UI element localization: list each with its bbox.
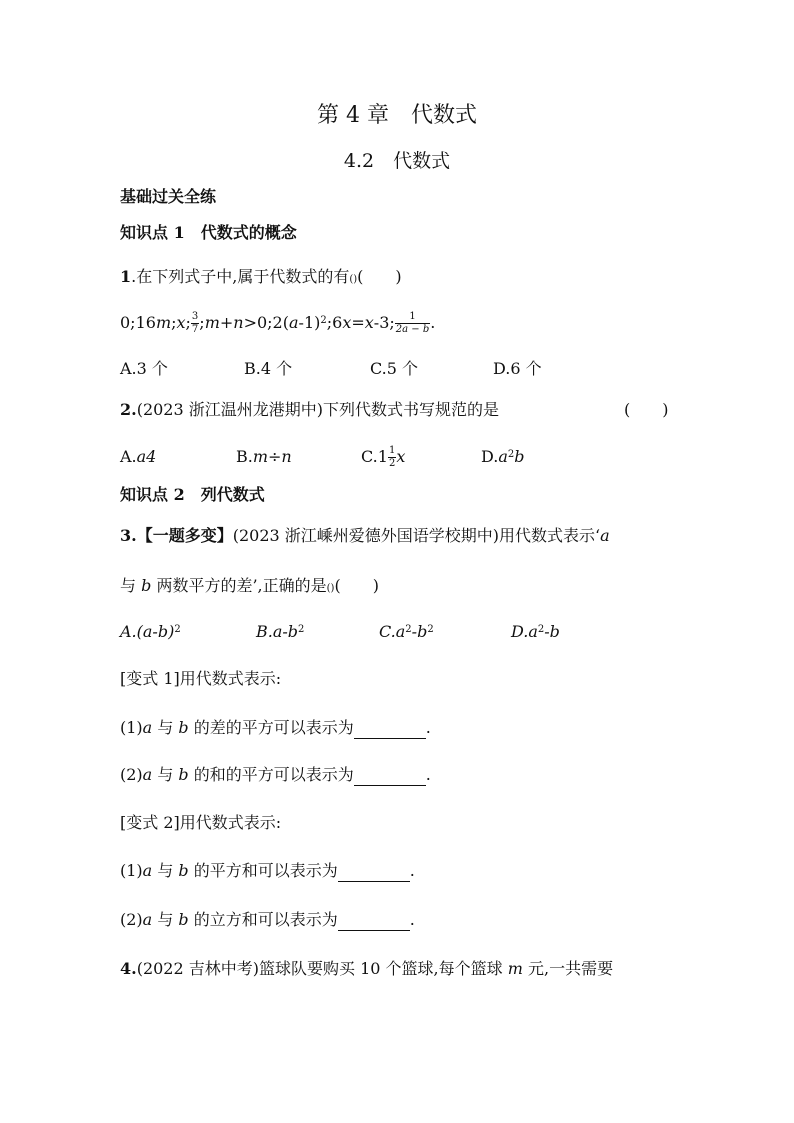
question-1-number: 1 bbox=[120, 267, 132, 286]
variant-1-item-1: (1)a 与 b 的差的平方可以表示为 . bbox=[120, 718, 431, 737]
variant-1-title: [变式 1]用代数式表示: bbox=[120, 669, 282, 688]
question-1-stem: 1.在下列式子中,属于代数式的有()( ) bbox=[120, 267, 402, 286]
q3-option-b[interactable]: $B.a-b^2$ bbox=[256, 622, 305, 641]
variant-2-title: [变式 2]用代数式表示: bbox=[120, 813, 282, 832]
question-4-stem: 4.(2022 吉林中考)篮球队要购买 10 个篮球,每个篮球 m 元,一共需要 bbox=[120, 959, 614, 978]
section-title: 4.2 代数式 bbox=[343, 150, 451, 172]
knowledge-point-1: 知识点 1 代数式的概念 bbox=[120, 223, 297, 242]
q3-option-a[interactable]: $A.(a-b)^2$ bbox=[120, 622, 181, 641]
q3-option-d[interactable]: $D.a^2-b$ bbox=[511, 622, 560, 641]
knowledge-point-2: 知识点 2 列代数式 bbox=[120, 485, 265, 504]
q3-option-c[interactable]: $C.a^2-b^2$ bbox=[379, 622, 434, 641]
q2-option-a[interactable]: A.a4 bbox=[120, 447, 157, 466]
answer-blank[interactable] bbox=[338, 865, 410, 882]
q2-option-c[interactable]: C.1 $\frac{1}{2}$ x bbox=[361, 445, 406, 469]
question-3-stem-line1: 3.【一题多变】(2023 浙江嵊州爱德外国语学校期中)用代数式表示‘a bbox=[120, 526, 610, 545]
question-3-number: 3. bbox=[120, 526, 137, 545]
question-3-stem-line2: 与 b 两数平方的差’,正确的是()( ) bbox=[120, 576, 379, 595]
fraction-1-over-2a-b: $\frac{1}{2a - b}$ bbox=[395, 311, 430, 335]
question-2-number: 2. bbox=[120, 400, 137, 419]
question-4-number: 4. bbox=[120, 959, 137, 978]
q2-option-b[interactable]: B.m÷n bbox=[236, 447, 292, 466]
question-2-answer-paren: ( ) bbox=[624, 400, 669, 419]
question-1-expressions: 0;16m;x; $\frac{3}{7}$ $;m+n>0;2(a-1)^2;6x=x-3$; $\frac{1}{2a - b}$ . bbox=[120, 311, 436, 335]
variant-1-item-2: (2)a 与 b 的和的平方可以表示为 . bbox=[120, 765, 431, 784]
q2-option-d[interactable]: $D.a^2b$ bbox=[481, 447, 525, 466]
variant-2-item-1: (1)a 与 b 的平方和可以表示为 . bbox=[120, 861, 415, 880]
q1-option-a[interactable]: A.3 个 bbox=[120, 359, 168, 378]
q1-option-b[interactable]: B.4 个 bbox=[244, 359, 293, 378]
chapter-title: 第 4 章 代数式 bbox=[317, 103, 477, 128]
answer-blank[interactable] bbox=[338, 914, 410, 931]
question-2-stem: 2.(2023 浙江温州龙港期中)下列代数式书写规范的是 bbox=[120, 400, 499, 419]
fraction-3-7: $\frac{3}{7}$ bbox=[191, 311, 199, 335]
q1-option-d[interactable]: D.6 个 bbox=[493, 359, 542, 378]
part-heading: 基础过关全练 bbox=[120, 187, 217, 206]
answer-blank[interactable] bbox=[354, 769, 426, 786]
variant-2-item-2: (2)a 与 b 的立方和可以表示为 . bbox=[120, 910, 415, 929]
answer-blank[interactable] bbox=[354, 722, 426, 739]
fraction-1-2: $\frac{1}{2}$ bbox=[388, 445, 396, 469]
question-3-tag: 【一题多变】 bbox=[136, 526, 233, 545]
q1-option-c[interactable]: C.5 个 bbox=[370, 359, 419, 378]
